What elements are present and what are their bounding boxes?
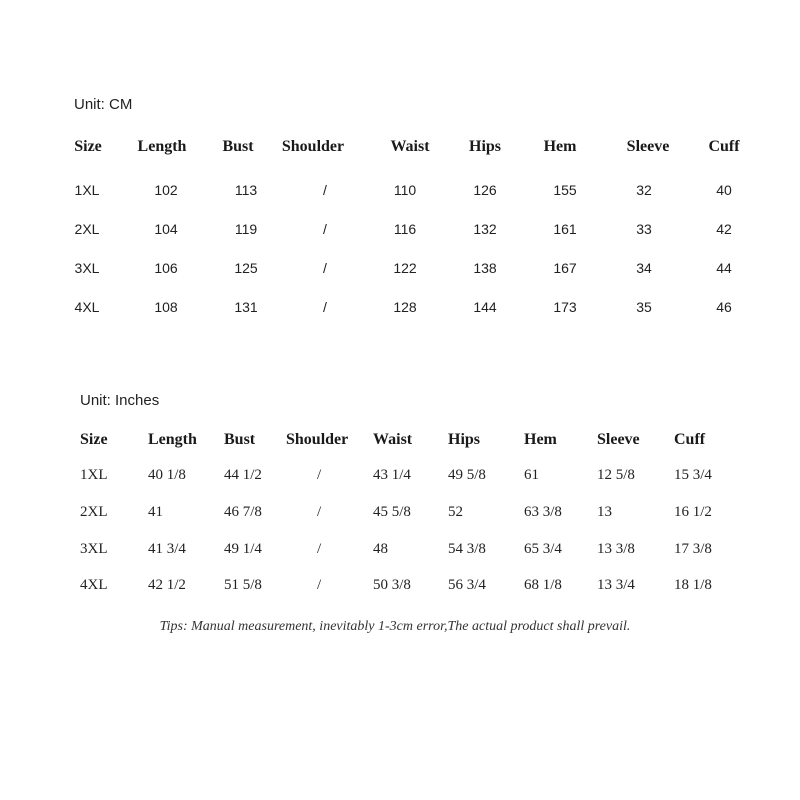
header-cuff: Cuff	[674, 431, 706, 448]
cell-bust: 49 1/4	[224, 541, 262, 557]
header-hips: Hips	[448, 431, 481, 448]
cell-shoulder: /	[317, 467, 322, 483]
cell-sleeve: 32	[636, 182, 652, 198]
cell-sleeve: 34	[636, 260, 652, 276]
cell-shoulder: /	[323, 182, 327, 198]
cell-hem: 161	[553, 221, 577, 237]
inch-unit-label: Unit: Inches	[80, 392, 160, 409]
cell-length: 108	[154, 299, 178, 315]
cell-sleeve: 12 5/8	[597, 467, 635, 483]
header-cuff: Cuff	[708, 138, 740, 155]
cell-bust: 44 1/2	[224, 467, 262, 483]
cell-waist: 50 3/8	[373, 577, 411, 593]
header-size: Size	[74, 138, 102, 155]
cell-shoulder: /	[317, 541, 322, 557]
header-hem: Hem	[543, 138, 577, 155]
cell-waist: 43 1/4	[373, 467, 411, 483]
cell-hem: 68 1/8	[524, 577, 562, 593]
cell-cuff: 40	[716, 182, 732, 198]
cell-size: 1XL	[80, 467, 108, 483]
cell-sleeve: 33	[636, 221, 652, 237]
cell-shoulder: /	[323, 299, 327, 315]
cell-hem: 65 3/4	[524, 541, 562, 557]
cm-unit-label: Unit: CM	[74, 96, 133, 113]
cell-bust: 46 7/8	[224, 504, 262, 520]
cell-waist: 122	[393, 260, 417, 276]
cell-length: 42 1/2	[148, 577, 186, 593]
header-waist: Waist	[373, 431, 413, 448]
cell-cuff: 17 3/8	[674, 541, 712, 557]
tips-note: Tips: Manual measurement, inevitably 1-3cm error,The actual product shall prevail.	[159, 619, 631, 634]
cell-waist: 45 5/8	[373, 504, 411, 520]
cell-bust: 131	[234, 299, 258, 315]
cell-hem: 167	[553, 260, 577, 276]
header-shoulder: Shoulder	[281, 138, 345, 155]
cell-cuff: 42	[716, 221, 732, 237]
cell-size: 4XL	[74, 299, 100, 315]
header-bust: Bust	[222, 138, 254, 155]
cell-shoulder: /	[317, 577, 322, 593]
cell-cuff: 15 3/4	[674, 467, 712, 483]
cell-hips: 49 5/8	[448, 467, 486, 483]
cell-waist: 128	[393, 299, 417, 315]
cell-hem: 63 3/8	[524, 504, 562, 520]
cell-bust: 125	[234, 260, 258, 276]
cell-hips: 54 3/8	[448, 541, 486, 557]
cell-hem: 61	[524, 467, 539, 483]
cell-size: 1XL	[74, 182, 100, 198]
cell-length: 102	[154, 182, 178, 198]
cell-size: 3XL	[80, 541, 108, 557]
cell-bust: 113	[234, 182, 258, 198]
cell-size: 2XL	[80, 504, 108, 520]
cell-length: 41	[148, 504, 163, 520]
cell-sleeve: 13	[597, 504, 612, 520]
cell-sleeve: 13 3/4	[597, 577, 635, 593]
cell-cuff: 16 1/2	[674, 504, 712, 520]
cell-cuff: 44	[716, 260, 732, 276]
cell-hem: 173	[553, 299, 577, 315]
header-size: Size	[80, 431, 108, 448]
header-length: Length	[137, 138, 187, 155]
cell-hem: 155	[553, 182, 577, 198]
cell-cuff: 46	[716, 299, 732, 315]
cell-shoulder: /	[323, 221, 327, 237]
cell-waist: 110	[393, 182, 417, 198]
cell-waist: 116	[393, 221, 417, 237]
cell-sleeve: 13 3/8	[597, 541, 635, 557]
cell-length: 40 1/8	[148, 467, 186, 483]
cell-hips: 138	[473, 260, 497, 276]
cell-size: 2XL	[74, 221, 100, 237]
cell-length: 104	[154, 221, 178, 237]
header-hem: Hem	[524, 431, 557, 448]
cell-waist: 48	[373, 541, 388, 557]
cell-bust: 119	[234, 221, 258, 237]
cell-shoulder: /	[323, 260, 327, 276]
cell-length: 106	[154, 260, 178, 276]
cell-hips: 56 3/4	[448, 577, 486, 593]
header-bust: Bust	[224, 431, 256, 448]
cell-size: 4XL	[80, 577, 108, 593]
cell-hips: 126	[473, 182, 497, 198]
cell-size: 3XL	[74, 260, 100, 276]
header-length: Length	[148, 431, 197, 448]
header-sleeve: Sleeve	[626, 138, 670, 155]
cell-hips: 132	[473, 221, 497, 237]
cell-hips: 144	[473, 299, 497, 315]
header-sleeve: Sleeve	[597, 431, 640, 448]
header-shoulder: Shoulder	[286, 431, 349, 448]
cell-cuff: 18 1/8	[674, 577, 712, 593]
cell-length: 41 3/4	[148, 541, 186, 557]
cell-bust: 51 5/8	[224, 577, 262, 593]
header-hips: Hips	[468, 138, 502, 155]
cell-hips: 52	[448, 504, 463, 520]
cell-shoulder: /	[317, 504, 322, 520]
header-waist: Waist	[390, 138, 430, 155]
cell-sleeve: 35	[636, 299, 652, 315]
